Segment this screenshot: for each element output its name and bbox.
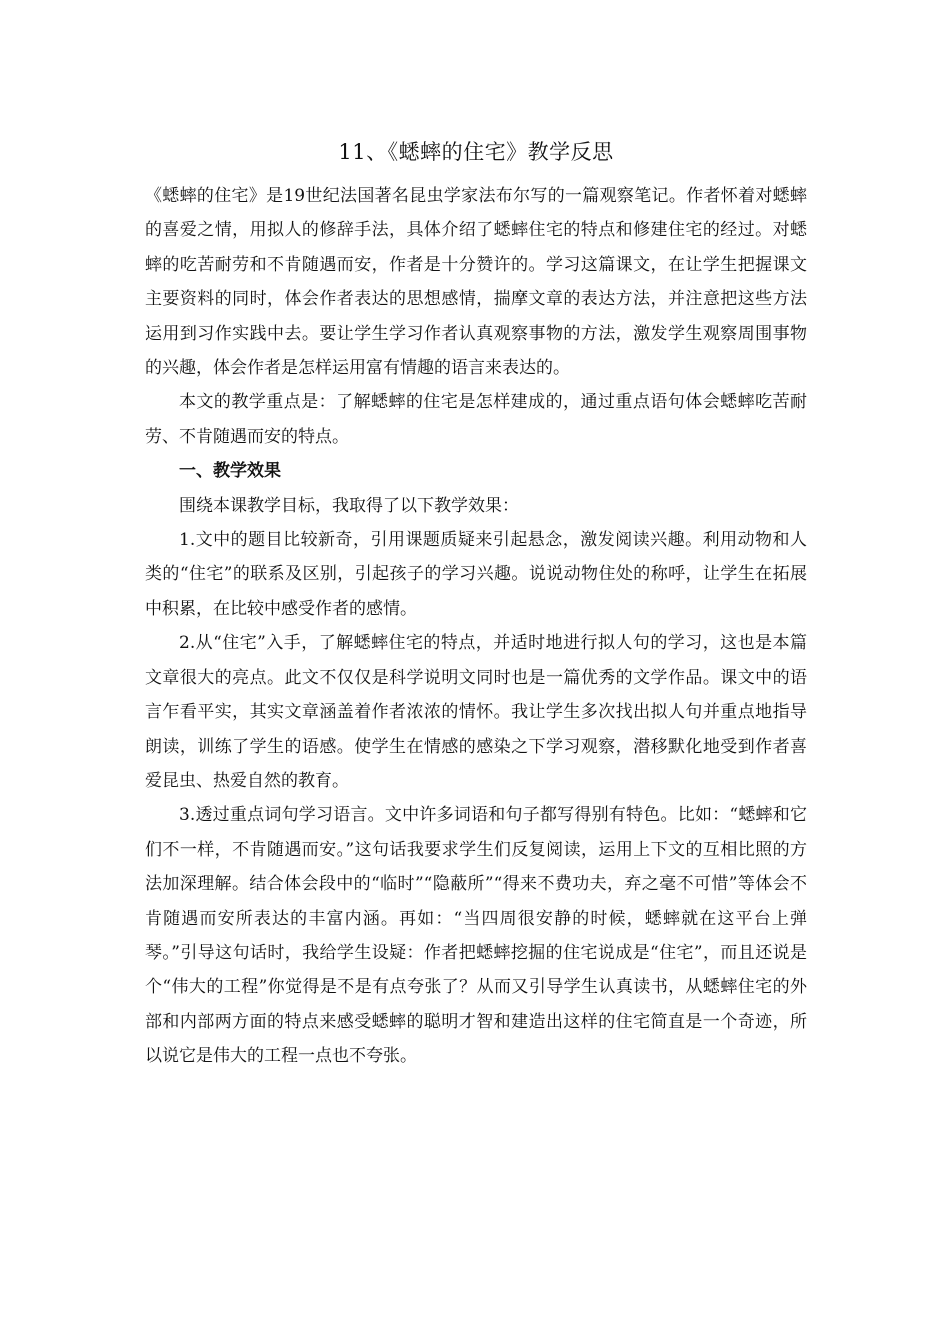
effect-point-3: 3.透过重点词句学习语言。文中许多词语和句子都写得别有特色。比如：“蟋蟀和它们不一样，不肯随遇而安。”这句话我要求学生们反复阅读，运用上下文的互相比照的方法加深理解。结合体会段中的“临时”“隐蔽所”“得来不费功夫，弃之毫不可惜”等体会不肯随遇而安所表达的丰富内涵。再如：“当四周很安静的时候，蟋蟀就在这平台上弹琴。”引导这句话时，我给学生设疑：作者把蟋蟀挖掘的住宅说成是“住宅”，而且还说是个“伟大的工程”你觉得是不是有点夸张了？从而又引导学生认真读书，从蟋蟀住宅的外部和内部两方面的特点来感受蟋蟀的聪明才智和建造出这样的住宅简直是一个奇迹，所以说它是伟大的工程一点也不夸张。 [145,805,807,1067]
intro-paragraph: 《蟋蟀的住宅》是19世纪法国著名昆虫学家法布尔写的一篇观察笔记。作者怀着对蟋蟀的喜爱之情，用拟人的修辞手法，具体介绍了蟋蟀住宅的特点和修建住宅的经过。对蟋蟀的吃苦耐劳和不肯随遇而安，作者是十分赞许的。学习这篇课文，在让学生把握课文主要资料的同时，体会作者表达的思想感情，揣摩文章的表达方法，并注意把这些方法运用到习作实践中去。要让学生学习作者认真观察事物的方法，激发学生观察周围事物的兴趣，体会作者是怎样运用富有情趣的语言来表达的。 [145,186,807,379]
effect-point-1: 1.文中的题目比较新奇，引用课题质疑来引起悬念，激发阅读兴趣。利用动物和人类的“住宅”的联系及区别，引起孩子的学习兴趣。说说动物住处的称呼，让学生在拓展中积累，在比较中感受作者的感情。 [145,530,807,619]
section-heading-teaching-effect: 一、教学效果 [179,461,281,482]
effect-intro-paragraph: 围绕本课教学目标，我取得了以下教学效果： [179,495,519,516]
effect-point-2: 2.从“住宅”入手，了解蟋蟀住宅的特点，并适时地进行拟人句的学习，这也是本篇文章很大的亮点。此文不仅仅是科学说明文同时也是一篇优秀的文学作品。课文中的语言乍看平实，其实文章涵盖着作者浓浓的情怀。我让学生多次找出拟人句并重点地指导朗读，训练了学生的语感。使学生在情感的感染之下学习观察，潜移默化地受到作者喜爱昆虫、热爱自然的教育。 [145,633,807,791]
document-title: 11、《蟋蟀的住宅》教学反思 [338,140,614,164]
document-page [145,133,807,1074]
teaching-focus-paragraph: 本文的教学重点是：了解蟋蟀的住宅是怎样建成的，通过重点语句体会蟋蟀吃苦耐劳、不肯随遇而安的特点。 [145,392,807,447]
